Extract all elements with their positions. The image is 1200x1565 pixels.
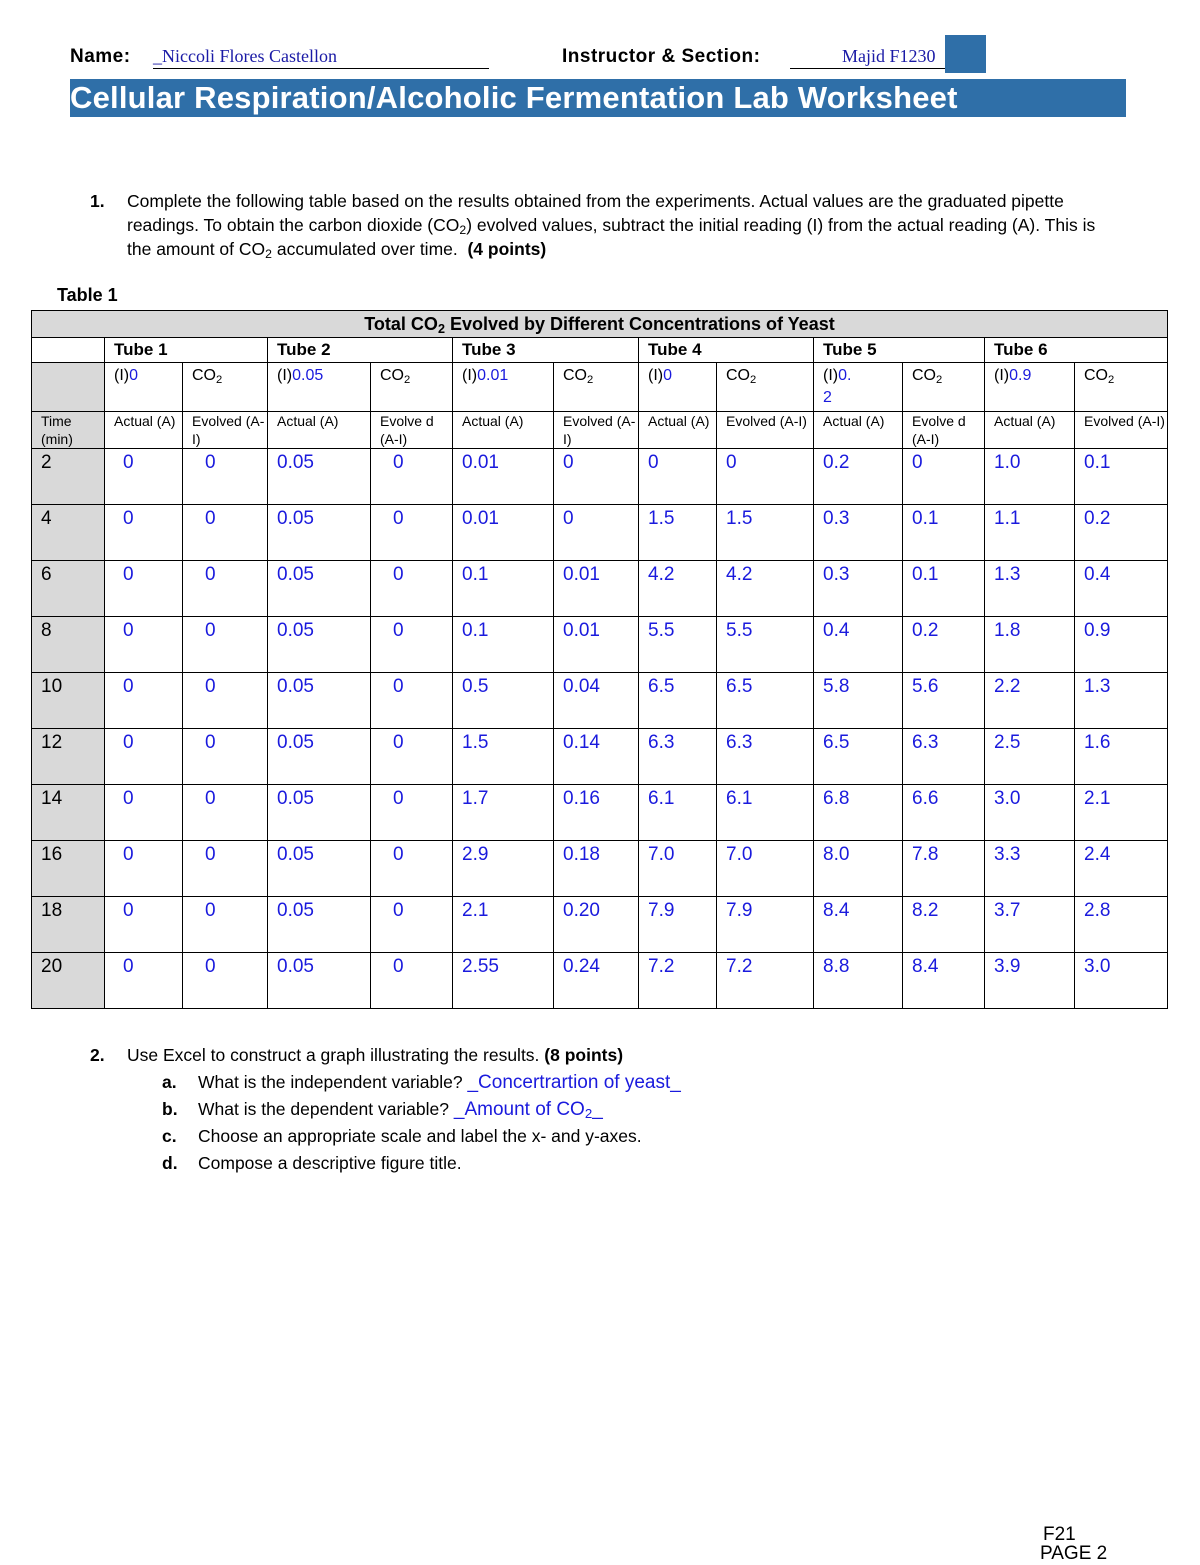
q1-text-b: ) evolved values, subtract the initial reading (I) from the actual reading (A). This is the amount of CO <box>127 215 1096 259</box>
initial-prefix: (I) <box>277 367 293 384</box>
tube-header-5: Tube 5 <box>814 338 985 363</box>
initial-prefix: (I) <box>462 367 478 384</box>
initial-reading-tube-1[interactable] <box>105 363 183 412</box>
time-cell: 14 <box>32 785 105 841</box>
data-cell[interactable]: 1.1 <box>985 505 1075 561</box>
co2-label-tube-3: $CO_2$ <box>554 363 639 412</box>
initial-reading-tube-6[interactable] <box>985 363 1075 412</box>
data-cell[interactable]: 3.3 <box>985 841 1075 897</box>
evolved-header-tube-5: Evolve d (A-I) <box>903 412 985 449</box>
data-cell[interactable]: 0.14 <box>554 729 639 785</box>
data-cell[interactable]: 0 <box>183 505 268 561</box>
data-cell[interactable]: 0.3 <box>814 505 903 561</box>
name-label: Name: <box>70 46 131 67</box>
data-cell[interactable]: 0.05 <box>268 729 371 785</box>
data-cell[interactable]: 6.5 <box>814 729 903 785</box>
data-cell[interactable]: 0 <box>105 841 183 897</box>
initial-prefix: (I) <box>114 367 130 384</box>
data-cell[interactable]: 0.16 <box>554 785 639 841</box>
data-cell[interactable]: 0.01 <box>453 505 554 561</box>
data-cell[interactable]: 0.05 <box>268 785 371 841</box>
data-cell[interactable]: 1.7 <box>453 785 554 841</box>
actual-header-tube-3: Actual (A) <box>453 412 554 449</box>
table-row <box>32 841 1168 897</box>
data-cell[interactable]: 0 <box>105 897 183 953</box>
data-cell[interactable]: 0.20 <box>554 897 639 953</box>
data-cell[interactable]: 6.6 <box>903 785 985 841</box>
data-cell[interactable]: 1.3 <box>985 561 1075 617</box>
data-cell[interactable]: 0.05 <box>268 505 371 561</box>
tube-header-6: Tube 6 <box>985 338 1168 363</box>
data-cell[interactable]: 0 <box>371 617 453 673</box>
data-cell[interactable]: 0.05 <box>268 841 371 897</box>
time-header: Time (min) <box>32 412 105 449</box>
table-row <box>32 673 1168 729</box>
table-row <box>32 785 1168 841</box>
data-cell[interactable]: 0 <box>183 673 268 729</box>
data-cell[interactable]: 0.4 <box>814 617 903 673</box>
data-cell[interactable]: 0 <box>371 449 453 505</box>
item-c-text: Choose an appropriate scale and label the x- and y-axes. <box>198 1126 642 1146</box>
data-cell[interactable]: 7.2 <box>717 953 814 1009</box>
data-cell[interactable]: 2.5 <box>985 729 1075 785</box>
initial-value: 0.01 <box>477 367 509 384</box>
data-cell[interactable]: 0.2 <box>814 449 903 505</box>
data-cell[interactable]: 0.9 <box>1075 617 1168 673</box>
results-table <box>31 310 1168 1009</box>
data-cell[interactable]: 1.5 <box>717 505 814 561</box>
tube-header-1: Tube 1 <box>105 338 268 363</box>
data-cell[interactable]: 3.0 <box>985 785 1075 841</box>
footer-page: PAGE 2 <box>1040 1543 1108 1564</box>
data-cell[interactable]: 0.3 <box>814 561 903 617</box>
data-cell[interactable]: 0 <box>105 449 183 505</box>
data-cell[interactable]: 0 <box>371 729 453 785</box>
data-cell[interactable]: 0 <box>183 785 268 841</box>
data-cell[interactable]: 0.24 <box>554 953 639 1009</box>
data-cell[interactable]: 5.8 <box>814 673 903 729</box>
data-cell[interactable]: 0 <box>371 505 453 561</box>
actual-header-tube-5: Actual (A) <box>814 412 903 449</box>
data-cell[interactable]: 0 <box>371 953 453 1009</box>
data-cell[interactable]: 1.3 <box>1075 673 1168 729</box>
data-cell[interactable]: 6.8 <box>814 785 903 841</box>
data-cell[interactable]: 0.01 <box>453 449 554 505</box>
initial-value: 0 <box>663 367 673 384</box>
data-cell[interactable]: 0 <box>371 897 453 953</box>
data-cell[interactable]: 0.1 <box>903 505 985 561</box>
table-row <box>32 505 1168 561</box>
data-cell[interactable]: 0.01 <box>554 561 639 617</box>
evolved-header-tube-2: Evolve d (A-I) <box>371 412 453 449</box>
data-cell[interactable]: 2.9 <box>453 841 554 897</box>
data-cell[interactable]: 8.2 <box>903 897 985 953</box>
data-cell[interactable]: 6.3 <box>903 729 985 785</box>
data-cell[interactable]: 0.05 <box>268 673 371 729</box>
data-cell[interactable]: 0.05 <box>268 561 371 617</box>
data-cell[interactable]: 7.0 <box>717 841 814 897</box>
initial-value: 0. 2 <box>823 367 852 406</box>
initial-prefix: (I) <box>823 367 839 384</box>
data-cell[interactable]: 0 <box>371 841 453 897</box>
data-cell[interactable]: 0 <box>183 729 268 785</box>
time-cell: 4 <box>32 505 105 561</box>
data-cell[interactable]: 6.1 <box>717 785 814 841</box>
item-a-text: What is the independent variable? _Concertrartion of yeast_ <box>198 1072 681 1093</box>
data-cell[interactable]: 8.0 <box>814 841 903 897</box>
tube-header-4: Tube 4 <box>639 338 814 363</box>
data-cell[interactable]: 0 <box>183 561 268 617</box>
co2-label-tube-6: $CO_2$ <box>1075 363 1168 412</box>
footer-code: F21 <box>1043 1524 1076 1545</box>
actual-header-tube-6: Actual (A) <box>985 412 1075 449</box>
item-d-letter: d. <box>162 1153 178 1173</box>
data-cell[interactable]: 2.4 <box>1075 841 1168 897</box>
data-cell[interactable]: 5.6 <box>903 673 985 729</box>
data-cell[interactable]: 6.1 <box>639 785 717 841</box>
name-field[interactable]: _Niccoli Flores Castellon <box>153 46 489 69</box>
time-cell: 12 <box>32 729 105 785</box>
q1-sub2: 2 <box>265 247 272 261</box>
independent-variable-answer[interactable]: _Concertrartion of yeast_ <box>467 1072 681 1093</box>
data-cell[interactable]: 0.04 <box>554 673 639 729</box>
data-cell[interactable]: 8.4 <box>814 897 903 953</box>
time-cell: 8 <box>32 617 105 673</box>
table-row <box>32 449 1168 505</box>
data-cell[interactable]: 7.2 <box>639 953 717 1009</box>
actual-header-tube-2: Actual (A) <box>268 412 371 449</box>
time-cell: 10 <box>32 673 105 729</box>
data-cell[interactable]: 0 <box>105 505 183 561</box>
data-cell[interactable]: 6.3 <box>639 729 717 785</box>
time-cell: 2 <box>32 449 105 505</box>
table-label: Table 1 <box>57 285 118 305</box>
question-1-text <box>127 189 1107 261</box>
table-row <box>32 729 1168 785</box>
data-cell[interactable]: 7.8 <box>903 841 985 897</box>
data-cell[interactable]: 1.6 <box>1075 729 1168 785</box>
time-cell: 16 <box>32 841 105 897</box>
data-cell[interactable]: 2.8 <box>1075 897 1168 953</box>
time-cell: 6 <box>32 561 105 617</box>
data-cell[interactable]: 0.1 <box>453 561 554 617</box>
tube-row-blank <box>32 338 105 363</box>
data-cell[interactable]: 0 <box>639 449 717 505</box>
data-cell[interactable]: 0.1 <box>1075 449 1168 505</box>
initial-reading-tube-5[interactable] <box>814 363 903 412</box>
initial-row-blank <box>32 363 105 412</box>
q1-sub: 2 <box>459 223 467 237</box>
data-cell[interactable]: 0 <box>105 785 183 841</box>
data-cell[interactable]: 0 <box>183 953 268 1009</box>
initial-prefix: (I) <box>994 367 1010 384</box>
instructor-section-field[interactable]: Majid F1230 <box>842 46 946 69</box>
data-cell[interactable]: 6.5 <box>717 673 814 729</box>
data-cell[interactable]: 0.1 <box>903 561 985 617</box>
table-row <box>32 561 1168 617</box>
data-cell[interactable]: 0 <box>554 505 639 561</box>
data-cell[interactable]: 8.8 <box>814 953 903 1009</box>
data-cell[interactable]: 6.3 <box>717 729 814 785</box>
question-2-text: Use Excel to construct a graph illustrating the results. (8 points) <box>127 1045 624 1065</box>
time-cell: 18 <box>32 897 105 953</box>
data-cell[interactable]: 4.2 <box>717 561 814 617</box>
data-cell[interactable]: 0.2 <box>1075 505 1168 561</box>
data-cell[interactable]: 5.5 <box>639 617 717 673</box>
data-cell[interactable]: 2.2 <box>985 673 1075 729</box>
data-cell[interactable]: 0 <box>183 897 268 953</box>
data-cell[interactable]: 7.9 <box>717 897 814 953</box>
initial-reading-tube-3[interactable] <box>453 363 554 412</box>
table-row <box>32 897 1168 953</box>
initial-value: 0.05 <box>292 367 324 384</box>
data-cell[interactable]: 3.7 <box>985 897 1075 953</box>
data-cell[interactable]: 0.05 <box>268 617 371 673</box>
q1-text-a: Complete the following table based on the results obtained from the experiments. Actual values are the graduated pipette readings. To obtain the carbon dioxide (CO <box>127 191 1064 235</box>
data-cell[interactable]: 1.5 <box>639 505 717 561</box>
data-cell[interactable]: 0.5 <box>453 673 554 729</box>
item-d-text: Compose a descriptive figure title. <box>198 1153 462 1173</box>
instructor-section-label: Instructor & Section: <box>562 46 761 67</box>
data-cell[interactable]: 0 <box>105 617 183 673</box>
data-cell[interactable]: 0.05 <box>268 897 371 953</box>
data-cell[interactable]: 1.8 <box>985 617 1075 673</box>
table-row <box>32 953 1168 1009</box>
data-cell[interactable]: 0.05 <box>268 449 371 505</box>
q1-text-c: accumulated over time. <box>271 239 458 259</box>
data-cell[interactable]: 5.5 <box>717 617 814 673</box>
data-cell[interactable]: 0 <box>105 729 183 785</box>
data-cell[interactable]: 7.9 <box>639 897 717 953</box>
table-title: Total $CO_2$ Evolved by Different Concentrations of Yeast <box>32 311 1168 338</box>
q1-points: (4 points) <box>467 239 547 259</box>
time-cell: 20 <box>32 953 105 1009</box>
data-cell[interactable]: 0 <box>371 785 453 841</box>
evolved-header-tube-3: Evolved (A-I) <box>554 412 639 449</box>
question-2 <box>90 1042 1120 1177</box>
data-cell[interactable]: 0.2 <box>903 617 985 673</box>
data-cell[interactable]: 8.4 <box>903 953 985 1009</box>
data-cell[interactable]: 3.0 <box>1075 953 1168 1009</box>
worksheet-title: Cellular Respiration/Alcoholic Fermentation Lab Worksheet <box>70 79 1126 117</box>
item-c-letter: c. <box>162 1126 177 1146</box>
question-2-number: 2. <box>90 1045 105 1065</box>
item-b-letter: b. <box>162 1099 178 1119</box>
initial-value: 0 <box>129 367 139 384</box>
data-cell[interactable]: 4.2 <box>639 561 717 617</box>
dependent-variable-answer[interactable]: _Amount of $CO_2\_$ <box>453 1099 603 1121</box>
data-cell[interactable]: 0 <box>105 673 183 729</box>
actual-header-tube-1: Actual (A) <box>105 412 183 449</box>
data-cell[interactable]: 2.1 <box>1075 785 1168 841</box>
data-cell[interactable]: 0 <box>183 841 268 897</box>
data-cell[interactable]: 0 <box>183 449 268 505</box>
data-cell[interactable]: 1.0 <box>985 449 1075 505</box>
data-cell[interactable]: 0 <box>105 561 183 617</box>
initial-reading-tube-4[interactable] <box>639 363 717 412</box>
co2-label-tube-2: $CO_2$ <box>371 363 453 412</box>
data-cell[interactable]: 2.55 <box>453 953 554 1009</box>
data-cell[interactable]: 0 <box>717 449 814 505</box>
initial-value: 0.9 <box>1009 367 1032 384</box>
data-cell[interactable]: 0 <box>183 617 268 673</box>
data-cell[interactable]: 7.0 <box>639 841 717 897</box>
data-cell[interactable]: 2.1 <box>453 897 554 953</box>
data-cell[interactable]: 0 <box>371 561 453 617</box>
co2-label-tube-5: $CO_2$ <box>903 363 985 412</box>
data-cell[interactable]: 6.5 <box>639 673 717 729</box>
evolved-header-tube-6: Evolved (A-I) <box>1075 412 1168 449</box>
table-row <box>32 617 1168 673</box>
data-cell[interactable]: 0.4 <box>1075 561 1168 617</box>
data-cell[interactable]: 0.18 <box>554 841 639 897</box>
highlight-box <box>945 35 986 73</box>
data-cell[interactable]: 3.9 <box>985 953 1075 1009</box>
data-cell[interactable]: 0 <box>903 449 985 505</box>
co2-label-tube-1: $CO_2$ <box>183 363 268 412</box>
data-cell[interactable]: 0.1 <box>453 617 554 673</box>
data-cell[interactable]: 0.01 <box>554 617 639 673</box>
data-cell[interactable]: 0 <box>105 953 183 1009</box>
data-cell[interactable]: 0 <box>554 449 639 505</box>
evolved-header-tube-4: Evolved (A-I) <box>717 412 814 449</box>
initial-reading-tube-2[interactable] <box>268 363 371 412</box>
actual-header-tube-4: Actual (A) <box>639 412 717 449</box>
data-cell[interactable]: 0.05 <box>268 953 371 1009</box>
tube-header-2: Tube 2 <box>268 338 453 363</box>
item-b-text: What is the dependent variable? _Amount of $CO_2\_$ <box>198 1099 603 1121</box>
evolved-header-tube-1: Evolved (A-I) <box>183 412 268 449</box>
question-1-number: 1. <box>90 191 105 211</box>
tube-header-3: Tube 3 <box>453 338 639 363</box>
initial-prefix: (I) <box>648 367 664 384</box>
item-a-letter: a. <box>162 1072 177 1092</box>
instructor-blank-line <box>790 46 842 69</box>
data-cell[interactable]: 1.5 <box>453 729 554 785</box>
data-cell[interactable]: 0 <box>371 673 453 729</box>
co2-label-tube-4: $CO_2$ <box>717 363 814 412</box>
